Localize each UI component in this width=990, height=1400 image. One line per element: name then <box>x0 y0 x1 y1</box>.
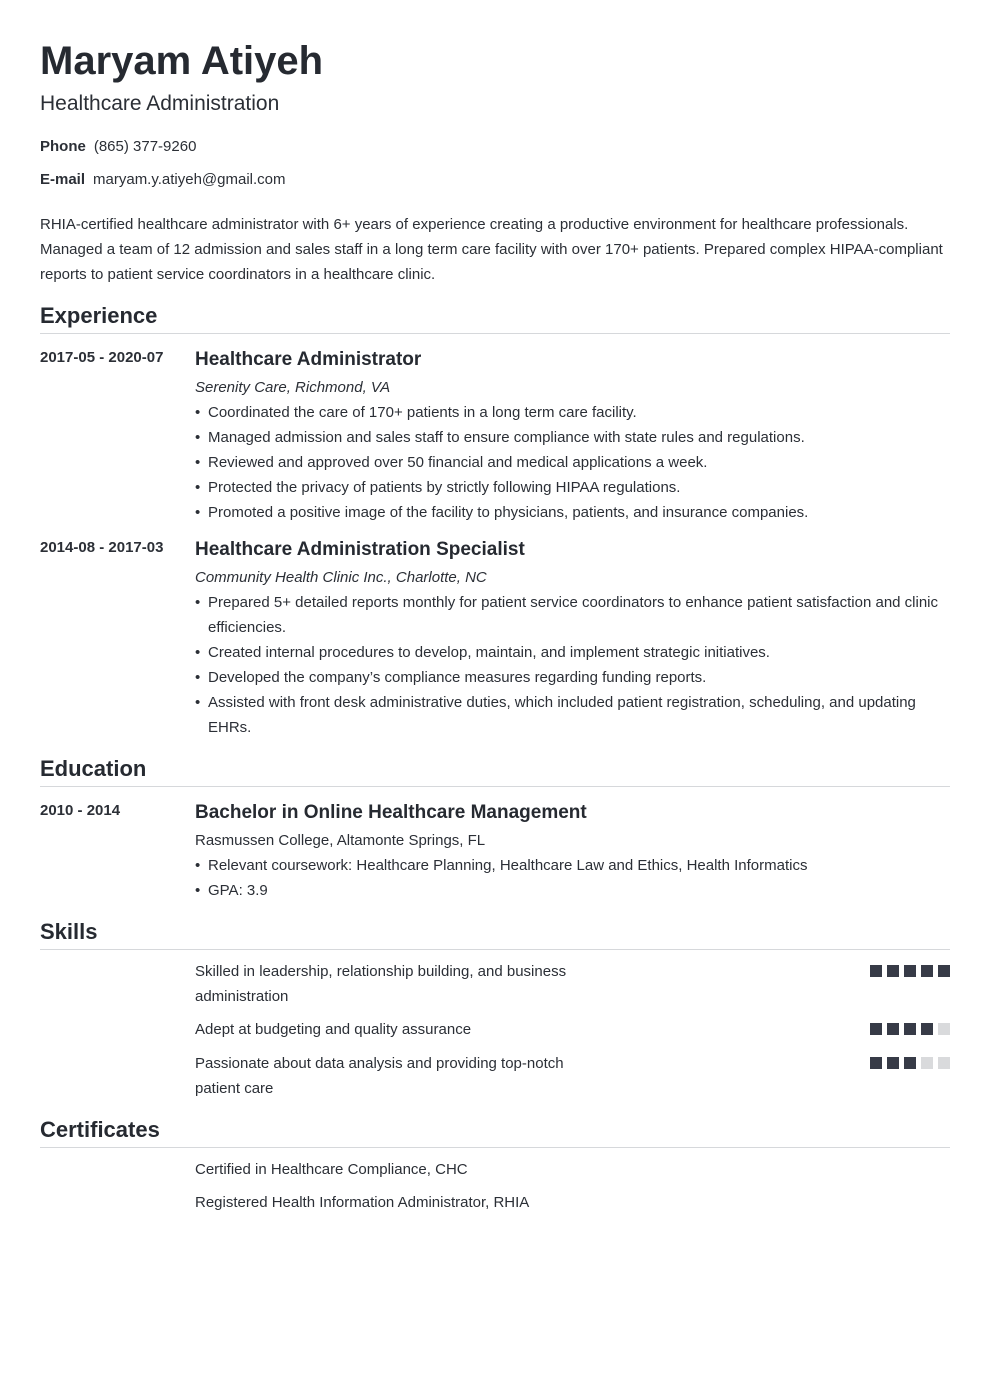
candidate-name: Maryam Atiyeh <box>40 39 324 83</box>
email-value[interactable]: maryam.y.atiyeh@gmail.com <box>93 171 286 188</box>
rating-square-empty <box>921 1057 933 1069</box>
entry-title: Healthcare Administrator <box>195 349 422 370</box>
rating-square-filled <box>870 1057 882 1069</box>
skill-row <box>195 1017 950 1042</box>
rating-square-empty <box>938 1057 950 1069</box>
section-education <box>40 754 950 787</box>
rating-square-filled <box>904 1023 916 1035</box>
entry-org: Rasmussen College, Altamonte Springs, FL <box>195 832 486 849</box>
list-item: • Managed admission and sales staff to ensure compliance with state rules and regulations. <box>195 425 950 450</box>
entry-bullets <box>195 853 950 903</box>
list-item: • Prepared 5+ detailed reports monthly for patient service coordinators to enhance patient satisfaction and clinic efficiencies. <box>195 590 950 640</box>
skill-text: Skilled in leadership, relationship building, and business administration <box>195 963 567 1005</box>
list-item: • Developed the company’s compliance measures regarding funding reports. <box>195 665 950 690</box>
email-row <box>40 170 286 190</box>
entry-body <box>195 348 950 525</box>
list-item: • Promoted a positive image of the facility to physicians, patients, and insurance companies. <box>195 500 950 525</box>
rating-square-filled <box>870 1023 882 1035</box>
skill-row <box>195 959 950 1009</box>
rating-square-filled <box>921 1023 933 1035</box>
skill-row <box>195 1051 950 1101</box>
summary-text: RHIA-certified healthcare administrator with 6+ years of experience creating a productive environment for healthcare professionals. Managed a team of 12 admission and sales staff in a long term care facility with over 170+ patients. Prepared complex HIPAA-compliant reports to patient service coordinators in a healthcare clinic. <box>40 216 943 283</box>
list-item: • GPA: 3.9 <box>195 878 950 903</box>
entry-body <box>195 801 950 903</box>
rating-square-filled <box>870 965 882 977</box>
email-label: E-mail <box>40 171 86 188</box>
entry-org: Serenity Care, Richmond, VA <box>195 379 391 396</box>
phone-row <box>40 137 196 157</box>
rating-square-filled <box>887 1023 899 1035</box>
certificate-item: Registered Health Information Administrator, RHIA <box>195 1194 530 1211</box>
section-experience <box>40 301 950 334</box>
entry-body <box>195 538 950 740</box>
entry-bullets <box>195 590 950 740</box>
section-title: Education <box>40 756 147 781</box>
skill-rating <box>870 1057 950 1069</box>
phone-label: Phone <box>40 138 86 155</box>
entry-dates: 2014-08 - 2017-03 <box>40 539 164 556</box>
entry-title: Bachelor in Online Healthcare Management <box>195 802 587 823</box>
rating-square-empty <box>938 1023 950 1035</box>
list-item: • Relevant coursework: Healthcare Planning, Healthcare Law and Ethics, Health Informatics <box>195 853 950 878</box>
entry-bullets <box>195 400 950 525</box>
rating-square-filled <box>887 1057 899 1069</box>
section-certificates <box>40 1115 950 1148</box>
entry-dates: 2010 - 2014 <box>40 802 121 819</box>
certificate-item: Certified in Healthcare Compliance, CHC <box>195 1161 468 1178</box>
rating-square-filled <box>938 965 950 977</box>
skill-text: Passionate about data analysis and providing top-notch patient care <box>195 1055 564 1097</box>
rating-square-filled <box>904 965 916 977</box>
candidate-subtitle: Healthcare Administration <box>40 92 280 115</box>
entry-org: Community Health Clinic Inc., Charlotte, NC <box>195 569 487 586</box>
section-title: Experience <box>40 303 158 328</box>
section-title: Certificates <box>40 1117 160 1142</box>
list-item: • Coordinated the care of 170+ patients in a long term care facility. <box>195 400 950 425</box>
section-title: Skills <box>40 919 98 944</box>
skill-text: Adept at budgeting and quality assurance <box>195 1021 472 1038</box>
entry-title: Healthcare Administration Specialist <box>195 539 525 560</box>
skill-rating <box>870 1023 950 1035</box>
phone-value: (865) 377-9260 <box>93 138 197 155</box>
entry-dates: 2017-05 - 2020-07 <box>40 349 164 366</box>
list-item: • Assisted with front desk administrative duties, which included patient registration, scheduling, and updating EHRs. <box>195 690 950 740</box>
rating-square-filled <box>887 965 899 977</box>
section-skills <box>40 917 950 950</box>
rating-square-filled <box>904 1057 916 1069</box>
skill-rating <box>870 965 950 977</box>
list-item: • Protected the privacy of patients by strictly following HIPAA regulations. <box>195 475 950 500</box>
list-item: • Reviewed and approved over 50 financial and medical applications a week. <box>195 450 950 475</box>
rating-square-filled <box>921 965 933 977</box>
list-item: • Created internal procedures to develop, maintain, and implement strategic initiatives. <box>195 640 950 665</box>
